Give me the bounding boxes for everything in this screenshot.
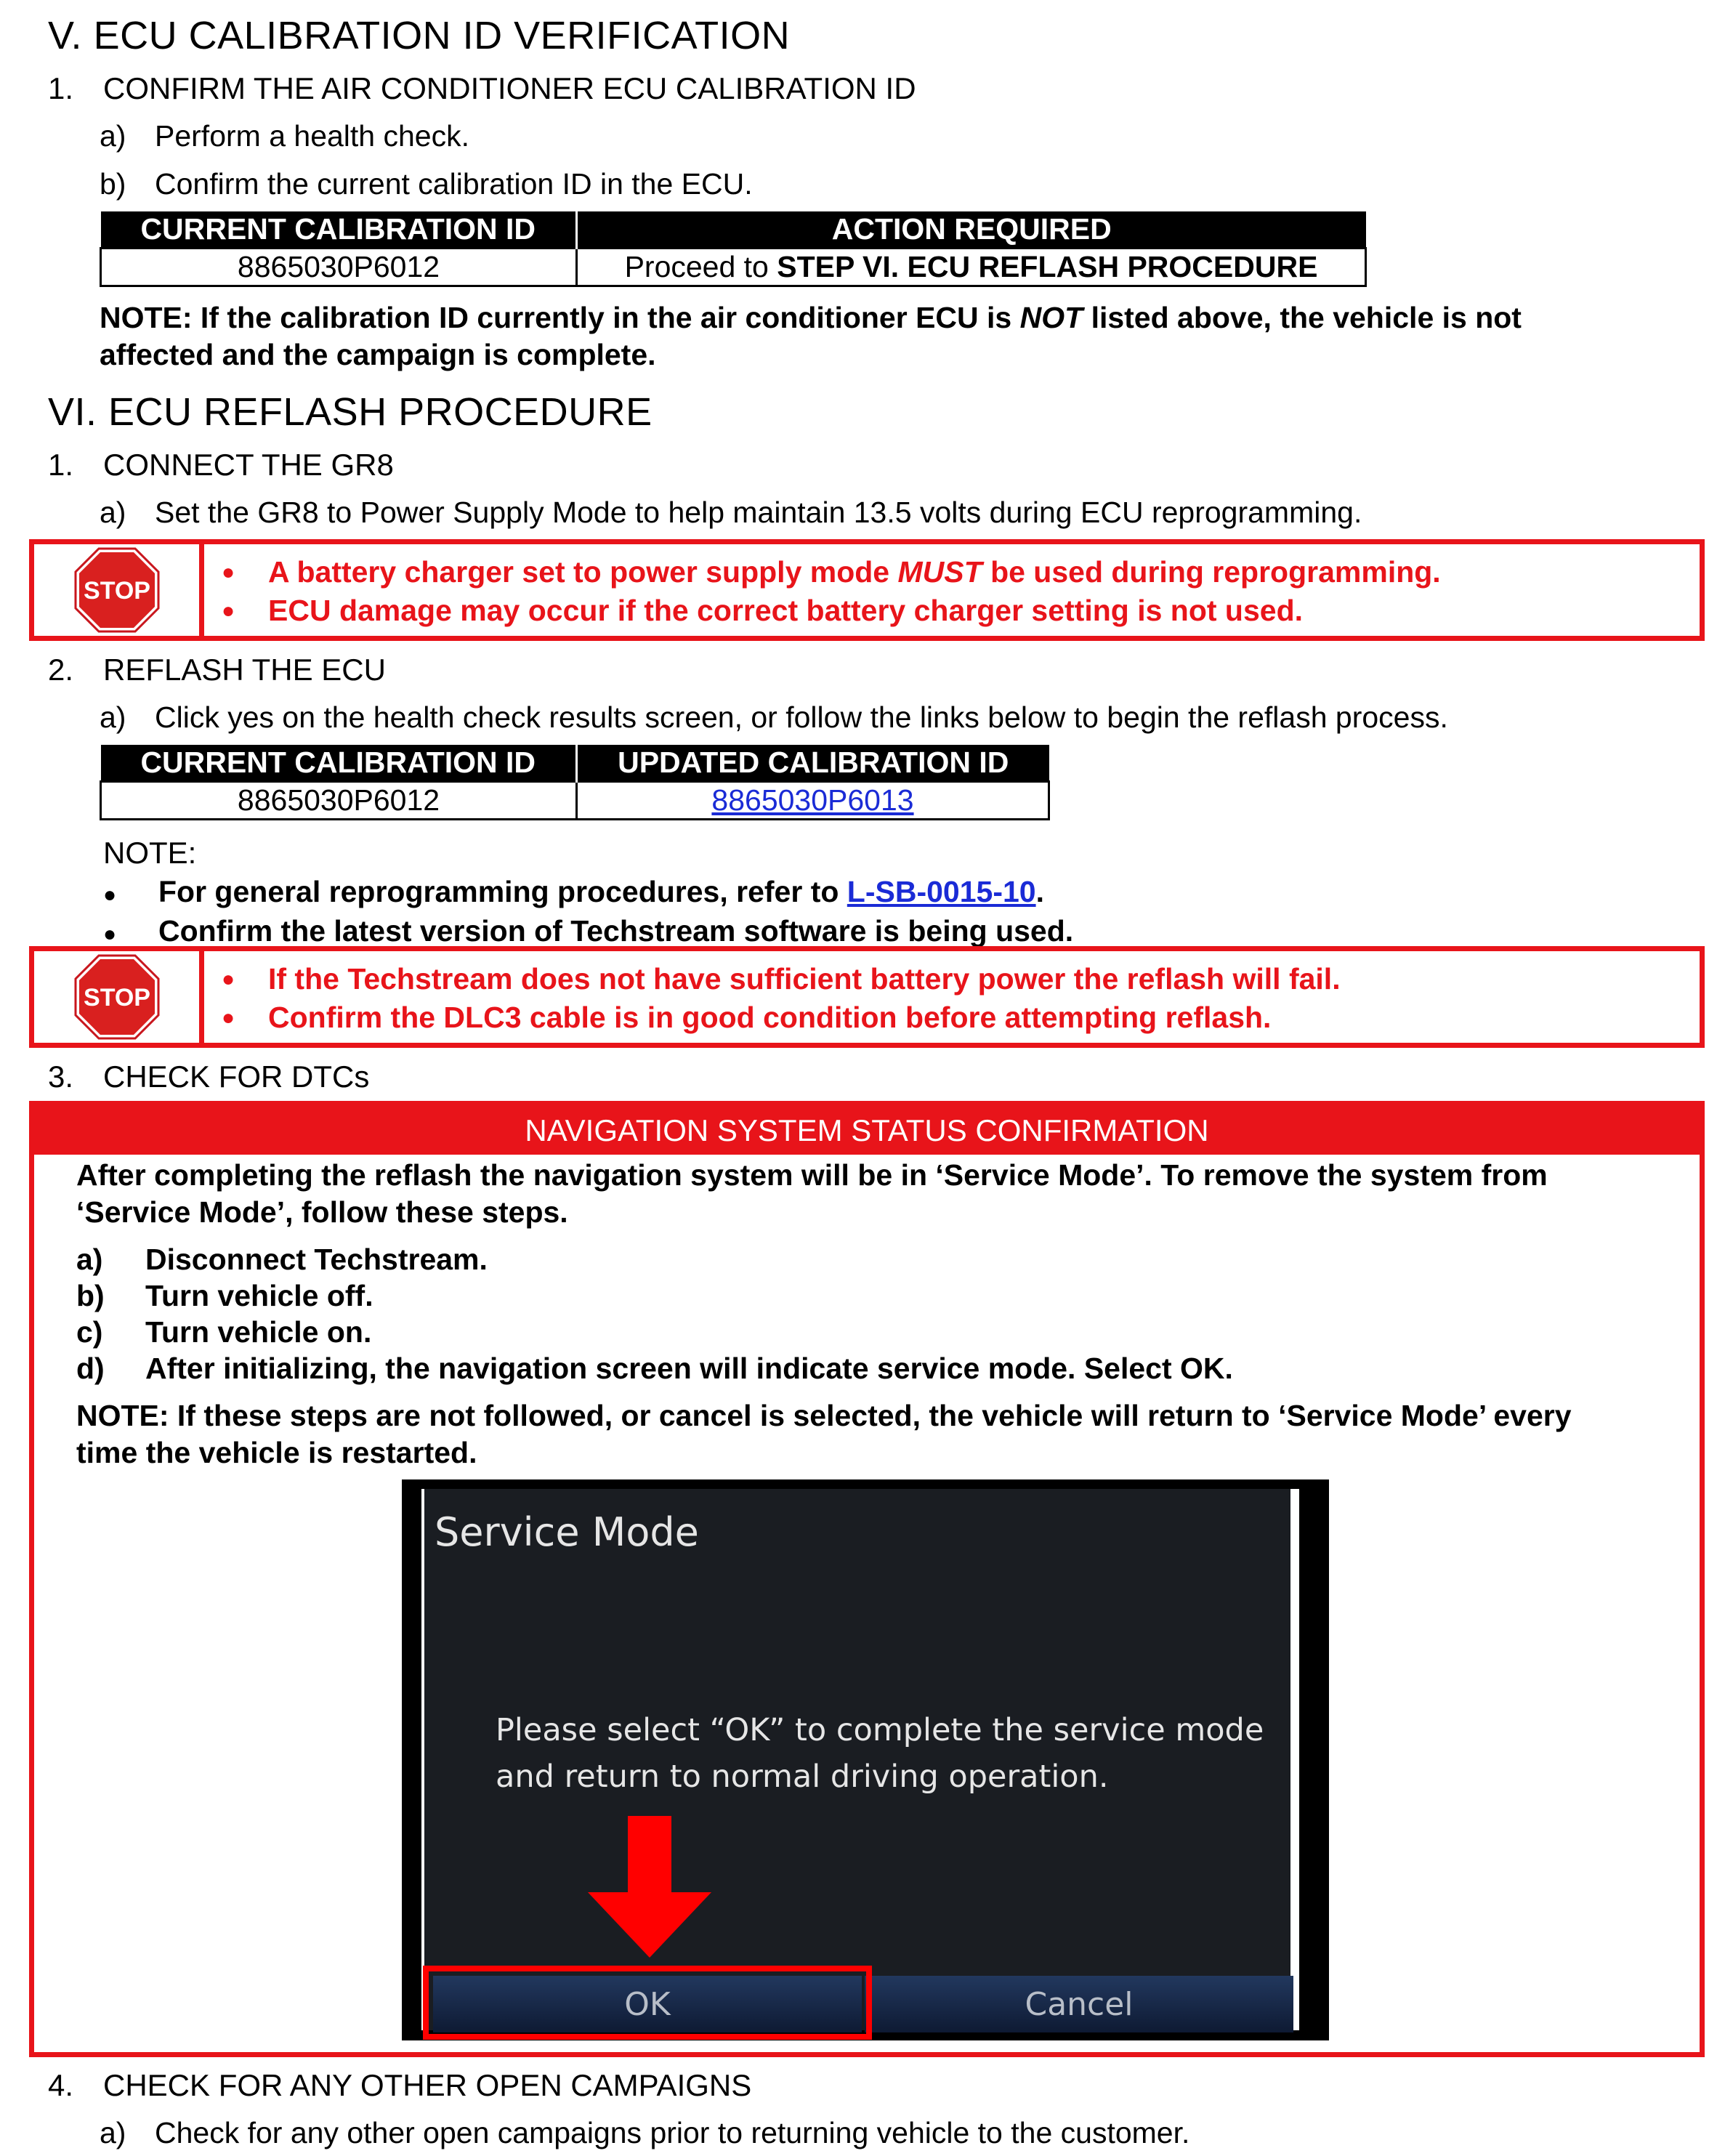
note-5-line1: [100, 301, 1522, 335]
section-5-title: V. ECU CALIBRATION ID VERIFICATION: [48, 14, 791, 57]
nav-step-c-text: Turn vehicle on.: [145, 1315, 372, 1349]
service-mode-screenshot: [402, 1479, 1329, 2040]
table-header-current-id: CURRENT CALIBRATION ID: [101, 211, 577, 248]
step-6-2a-label: a): [100, 701, 126, 734]
svg-text:STOP: STOP: [83, 577, 150, 605]
stop-1-b1-emphasis: MUST: [897, 555, 982, 589]
stop-warning-box-2: [29, 946, 1705, 1048]
table-header-updated-id: UPDATED CALIBRATION ID: [577, 745, 1049, 781]
step-6-1-title: CONNECT THE GR8: [103, 448, 394, 482]
stop-sign-icon: [73, 546, 161, 634]
note-6-bullet-2: ● Confirm the latest version of Techstream software is being used.: [103, 914, 1074, 948]
stop-2-bullet-1: ● If the Techstream does not have sufficient battery power the reflash will fail.: [222, 962, 1341, 996]
table-cell-updated-id: [577, 781, 1049, 819]
calibration-table-2: [100, 745, 1050, 820]
step-6-3-title: CHECK FOR DTCs: [103, 1059, 370, 1094]
stop-1-b1-suffix: be used during reprogramming.: [982, 555, 1441, 589]
table-cell-current-id: 8865030P6012: [101, 248, 577, 286]
nav-step-b-label: b): [76, 1279, 105, 1312]
nav-step-c-label: c): [76, 1315, 103, 1349]
l-sb-link[interactable]: L-SB-0015-10: [847, 875, 1036, 908]
nav-step-a-text: Disconnect Techstream.: [145, 1243, 488, 1276]
step-5-1a-label: a): [100, 119, 126, 153]
nav-intro-line1: After completing the reflash the navigation system will be in ‘Service Mode’. To remove the system from: [76, 1158, 1548, 1192]
note-5-suffix: listed above, the vehicle is not: [1083, 301, 1522, 334]
step-6-4-num: 4.: [48, 2068, 74, 2102]
table-header-current-id: CURRENT CALIBRATION ID: [101, 745, 577, 781]
navigation-status-header: NAVIGATION SYSTEM STATUS CONFIRMATION: [34, 1106, 1700, 1155]
note-6-b1-prefix: For general reprogramming procedures, refer to: [158, 875, 847, 908]
stop-2-bullets: [214, 960, 1341, 1037]
cancel-button[interactable]: Cancel: [865, 1976, 1293, 2032]
stop-sign-container: [34, 544, 204, 636]
note-6-bullet-1: ● For general reprogramming procedures, refer to L-SB-0015-10.: [103, 875, 1044, 908]
step-6-2-title: REFLASH THE ECU: [103, 653, 386, 687]
step-5-1b-text: Confirm the current calibration ID in the ECU.: [155, 167, 753, 201]
service-mode-message-line2: and return to normal driving operation.: [496, 1759, 1109, 1795]
step-6-1a-text: Set the GR8 to Power Supply Mode to help maintain 13.5 volts during ECU reprogramming.: [155, 496, 1362, 529]
action-step-link: STEP VI. ECU REFLASH PROCEDURE: [777, 249, 1318, 283]
nav-step-d-label: d): [76, 1352, 105, 1385]
step-6-4-title: CHECK FOR ANY OTHER OPEN CAMPAIGNS: [103, 2068, 752, 2102]
step-6-1-num: 1.: [48, 448, 74, 482]
nav-step-a-label: a): [76, 1243, 103, 1276]
note-6-label: NOTE:: [103, 836, 197, 870]
table-cell-action: [577, 248, 1366, 286]
table-cell-current-id: 8865030P6012: [101, 781, 577, 819]
step-6-2-num: 2.: [48, 653, 74, 687]
stop-1-bullet-1: ● A battery charger set to power supply mode MUST be used during reprogramming.: [222, 555, 1441, 589]
stop-sign-icon: [73, 953, 161, 1041]
stop-1-b1-prefix: A battery charger set to power supply mode: [268, 555, 898, 589]
service-mode-message-line1: Please select “OK” to complete the service mode: [496, 1712, 1264, 1748]
nav-step-b-text: Turn vehicle off.: [145, 1279, 373, 1312]
step-5-1-title: CONFIRM THE AIR CONDITIONER ECU CALIBRATION ID: [103, 71, 916, 105]
nav-step-d-text: After initializing, the navigation screen will indicate service mode. Select OK.: [145, 1352, 1233, 1385]
nav-note-line2: time the vehicle is restarted.: [76, 1436, 477, 1469]
service-mode-display: [421, 1489, 1299, 2030]
note-6-b1-suffix: .: [1035, 875, 1044, 908]
updated-calibration-link[interactable]: 8865030P6013: [711, 783, 914, 817]
nav-note-line1: NOTE: If these steps are not followed, or cancel is selected, the vehicle will return to ‘Service Mode’ every: [76, 1399, 1572, 1432]
note-5-prefix: NOTE: If the calibration ID currently in the air conditioner ECU is: [100, 301, 1020, 334]
step-6-1a-label: a): [100, 496, 126, 529]
calibration-table-1: [100, 211, 1367, 287]
stop-warning-box-1: [29, 539, 1705, 641]
action-prefix: Proceed to: [624, 249, 777, 283]
step-5-1a-text: Perform a health check.: [155, 119, 469, 153]
down-arrow-icon: [588, 1816, 711, 1958]
ok-button[interactable]: OK: [433, 1976, 862, 2032]
service-mode-message: [496, 1707, 1264, 1800]
ok-highlight-box: [423, 1966, 872, 2040]
stop-1-bullets: [214, 553, 1441, 630]
svg-text:STOP: STOP: [83, 984, 150, 1012]
step-6-4a-label: a): [100, 2116, 126, 2149]
note-5-line2: affected and the campaign is complete.: [100, 338, 656, 371]
note-5-emphasis: NOT: [1019, 301, 1083, 334]
step-6-4a-text: Check for any other open campaigns prior to returning vehicle to the customer.: [155, 2116, 1190, 2149]
nav-intro-line2: ‘Service Mode’, follow these steps.: [76, 1195, 568, 1229]
service-mode-title: Service Mode: [435, 1509, 699, 1555]
step-6-3-num: 3.: [48, 1059, 74, 1094]
stop-1-bullet-2: ● ECU damage may occur if the correct battery charger setting is not used.: [222, 594, 1304, 627]
section-6-title: VI. ECU REFLASH PROCEDURE: [48, 390, 653, 434]
step-5-1b-label: b): [100, 167, 126, 201]
step-5-1-num: 1.: [48, 71, 74, 105]
table-header-action: ACTION REQUIRED: [577, 211, 1366, 248]
step-6-2a-text: Click yes on the health check results screen, or follow the links below to begin the reflash process.: [155, 701, 1448, 734]
stop-sign-container: [34, 951, 204, 1043]
stop-2-bullet-2: ● Confirm the DLC3 cable is in good condition before attempting reflash.: [222, 1001, 1272, 1034]
